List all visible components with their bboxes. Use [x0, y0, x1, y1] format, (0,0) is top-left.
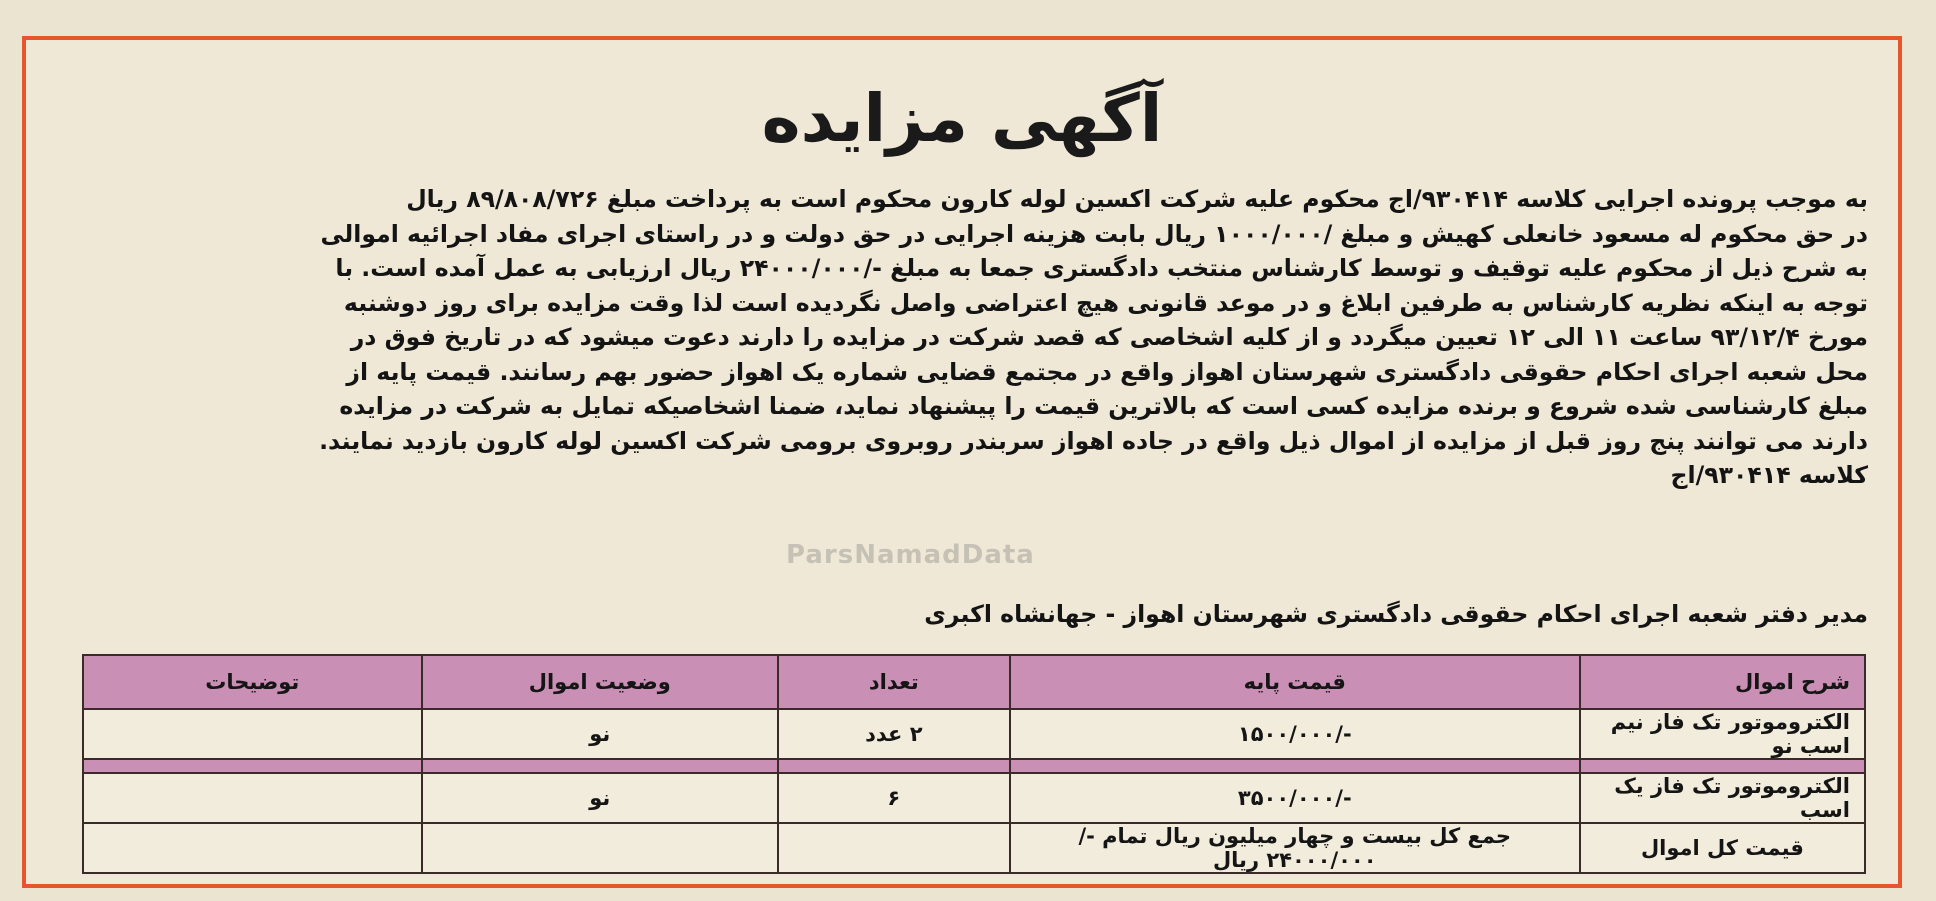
header-condition: وضعیت اموال	[422, 655, 778, 709]
cell-total-value: جمع کل بیست و چهار میلیون ریال تمام -/۲۴۰۰۰/۰۰۰ ریال	[1010, 823, 1580, 873]
cell-description: الکتروموتور تک فاز یک اسب	[1580, 773, 1865, 823]
cell-empty	[778, 823, 1010, 873]
table-header-row	[83, 655, 1865, 709]
table-row	[83, 773, 1865, 823]
assets-table	[82, 654, 1866, 874]
body-line: توجه به اینکه نظریه کارشناس به طرفین ابلاغ و در موعد قانونی هیچ اعتراضی واصل نگردیده است لذا وقت مزایده برای روز دوشنبه	[343, 288, 1868, 317]
body-line: در حق محکوم له مسعود خانعلی کهیش و مبلغ /۱۰۰۰/۰۰۰ ریال بابت هزینه اجرایی در حق دولت و در راستای اجرای مفاد اجرائیه اموالی	[320, 219, 1868, 248]
body-line: مورخ ۹۳/۱۲/۴ ساعت ۱۱ الی ۱۲ تعیین میگردد و از کلیه اشخاصی که قصد شرکت در مزایده را دارند دعوت میشود که در تاریخ فوق در	[350, 323, 1868, 351]
cell-quantity: ۲ عدد	[778, 709, 1010, 759]
body-line: کلاسه ۹۳۰۴۱۴/اج	[1670, 461, 1868, 489]
separator-cell	[83, 759, 422, 773]
cell-notes	[83, 709, 422, 759]
cell-description: الکتروموتور تک فاز نیم اسب نو	[1580, 709, 1865, 759]
separator-cell	[1580, 759, 1865, 773]
signature: مدیر دفتر شعبه اجرای احکام حقوقی دادگستری شهرستان اهواز - جهانشاه اکبری	[924, 600, 1868, 628]
table-row	[83, 709, 1865, 759]
body-line: محل شعبه اجرای احکام حقوقی دادگستری شهرستان اهواز واقع در مجتمع قضایی شماره یک اهواز حضور بهم رسانند. قیمت پایه از	[346, 357, 1868, 386]
header-base-price: قیمت پایه	[1010, 655, 1580, 709]
notice-frame	[22, 36, 1902, 888]
table-total-row	[83, 823, 1865, 873]
body-line: دارند می توانند پنج روز قبل از مزایده از اموال ذیل واقع در جاده اهواز سربندر روبروی برومی شرکت اکسین لوله کارون بازدید نمایند.	[319, 426, 1868, 455]
notice-title: آگهی مزایده	[761, 80, 1163, 157]
cell-condition: نو	[422, 773, 778, 823]
row-separator	[83, 759, 1865, 773]
body-line: مبلغ کارشناسی شده شروع و برنده مزایده کسی است که بالاترین قیمت را پیشنهاد نماید، ضمنا اشخاصیکه تمایل به شرکت در مزایده	[339, 392, 1868, 420]
cell-empty	[422, 823, 778, 873]
body-line: به شرح ذیل از محکوم علیه توقیف و توسط کارشناس منتخب دادگستری جمعا به مبلغ -/۲۴۰۰۰/۰۰۰ ریال ارزیابی به عمل آمده است. با	[335, 254, 1868, 282]
header-description: شرح اموال	[1580, 655, 1865, 709]
cell-notes	[83, 773, 422, 823]
watermark: ParsNamadData	[786, 540, 1035, 570]
cell-empty	[83, 823, 422, 873]
assets-table-wrap	[82, 654, 1866, 874]
header-quantity: تعداد	[778, 655, 1010, 709]
cell-base-price: -/۱۵۰۰/۰۰۰	[1010, 709, 1580, 759]
cell-base-price: -/۳۵۰۰/۰۰۰	[1010, 773, 1580, 823]
body-line: به موجب پرونده اجرایی کلاسه ۹۳۰۴۱۴/اج محکوم علیه شرکت اکسین لوله کارون محکوم است به پرداخت مبلغ ۸۹/۸۰۸/۷۲۶ ریال	[406, 185, 1868, 213]
cell-total-label: قیمت کل اموال	[1580, 823, 1865, 873]
separator-cell	[422, 759, 778, 773]
cell-quantity: ۶	[778, 773, 1010, 823]
header-notes: توضیحات	[83, 655, 422, 709]
separator-cell	[1010, 759, 1580, 773]
separator-cell	[778, 759, 1010, 773]
notice-body	[56, 182, 1868, 493]
cell-condition: نو	[422, 709, 778, 759]
